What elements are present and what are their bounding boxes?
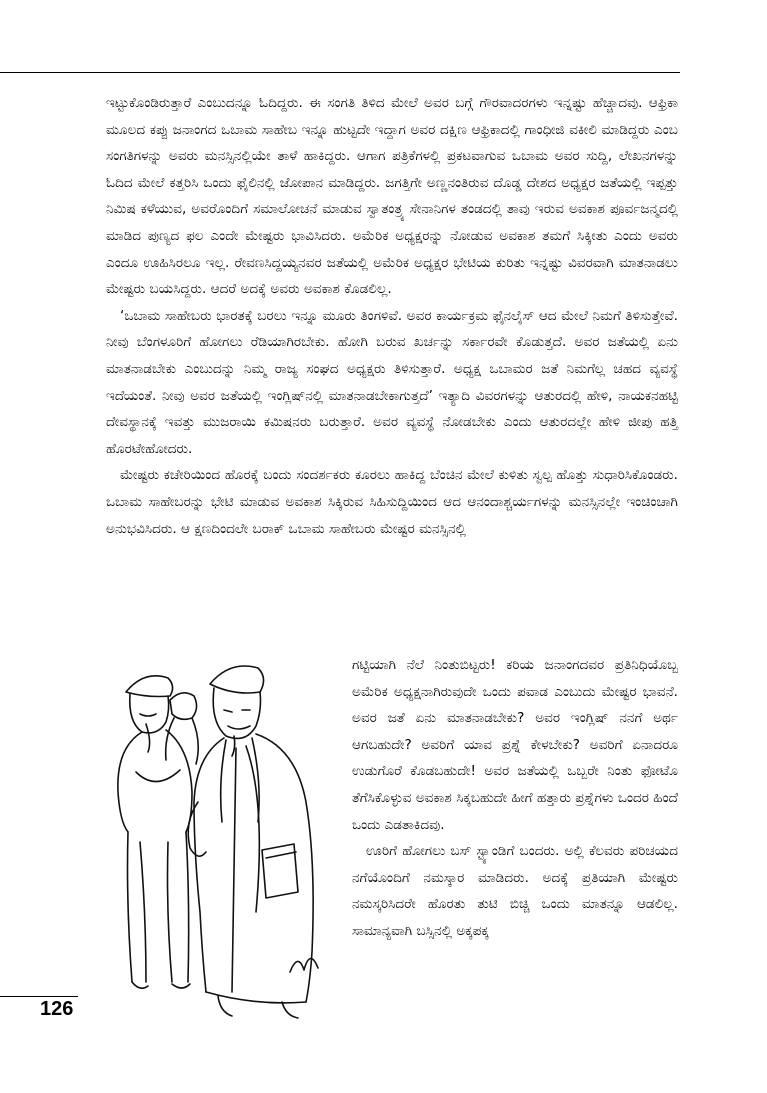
header-rule: [0, 72, 680, 73]
paragraph-2: ‘ಒಬಾಮ ಸಾಹೇಬರು ಭಾರತಕ್ಕೆ ಬರಲು ಇನ್ನೂ ಮೂರು ತಿಂಗಳಿವೆ. ಅವರ ಕಾರ್ಯಕ್ರಮ ಫೈನಲೈಸ್ ಆದ ಮೇಲೆ ನಿಮಗೆ ತಿಳಿಸುತ್ತೇವೆ. ನೀವು ಬೆಂಗಳೂರಿಗೆ ಹೋಗಲು ರೆಡಿಯಾಗಿರಬೇಕು. ಹೋಗಿ ಬರುವ ಖರ್ಚನ್ನು ಸರ್ಕಾರವೇ ಕೊಡುತ್ತದೆ. ಅವರ ಜತೆಯಲ್ಲಿ ಏನು ಮಾತನಾಡಬೇಕು ಎಂಬುದನ್ನು ನಿಮ್ಮ ರಾಜ್ಯ ಸಂಘದ ಅಧ್ಯಕ್ಷರು ತಿಳಿಸುತ್ತಾರೆ. ಅಧ್ಯಕ್ಷ ಒಬಾಮರ ಜತೆ ನಿಮಗೆಲ್ಲ ಚಹದ ವ್ಯವಸ್ಥೆ ಇದೆಯಂತೆ. ನೀವು ಅವರ ಜತೆಯಲ್ಲಿ ಇಂಗ್ಲಿಷ್‌ನಲ್ಲಿ ಮಾತನಾಡಬೇಕಾಗುತ್ತದೆ’ ಇತ್ಯಾದಿ ವಿವರಗಳನ್ನು ಆತುರದಲ್ಲಿ ಹೇಳಿ, ನಾಯಕನಹಟ್ಟಿ ದೇವಸ್ಥಾನಕ್ಕೆ ಇವತ್ತು ಮುಜರಾಯಿ ಕಮಿಷನರು ಬರುತ್ತಾರೆ. ಅವರ ವ್ಯವಸ್ಥೆ ನೋಡಬೇಕು ಎಂದು ಆತುರದಲ್ಲೇ ಹೇಳಿ ಜೀಪು ಹತ್ತಿ ಹೊರಟೇಹೋದರು.: [106, 307, 678, 457]
wrapped-text: [352, 652, 678, 945]
paragraph-4: ಊರಿಗೆ ಹೋಗಲು ಬಸ್ ಸ್ಟ್ಯಾಂಡಿಗೆ ಬಂದರು. ಅಲ್ಲಿ ಕೆಲವರು ಪರಿಚಯದ ನಗೆಯೊಂದಿಗೆ ನಮಸ್ಕಾರ ಮಾಡಿದರು. ಅದಕ್ಕೆ ಪ್ರತಿಯಾಗಿ ಮೇಷ್ಟರು ನಮಸ್ಕರಿಸಿದರೇ ಹೊರತು ತುಟಿ ಬಿಚ್ಚಿ ಒಂದು ಮಾತನ್ನೂ ಆಡಲಿಲ್ಲ. ಸಾಮಾನ್ಯವಾಗಿ ಬಸ್ಸಿನಲ್ಲಿ ಅಕ್ಕಪಕ್ಕ: [352, 843, 678, 939]
paragraph-1: ಇಟ್ಟುಕೊಂಡಿರುತ್ತಾರೆ ಎಂಬುದನ್ನೂ ಓದಿದ್ದರು. ಈ ಸಂಗತಿ ತಿಳಿದ ಮೇಲೆ ಅವರ ಬಗ್ಗೆ ಗೌರವಾದರಗಳು ಇನ್ನಷ್ಟು ಹೆಚ್ಚಾದವು. ಆಫ್ರಿಕಾ ಮೂಲದ ಕಪ್ಪು ಜನಾಂಗದ ಒಬಾಮ ಸಾಹೇಬ ಇನ್ನೂ ಹುಟ್ಟದೇ ಇದ್ದಾಗ ಅವರ ದಕ್ಷಿಣ ಆಫ್ರಿಕಾದಲ್ಲಿ ಗಾಂಧೀಜಿ ವಕೀಲಿ ಮಾಡಿದ್ದರು ಎಂಬ ಸಂಗತಿಗಳನ್ನು ಅವರು ಮನಸ್ಸಿನಲ್ಲಿಯೇ ತಾಳೆ ಹಾಕಿದ್ದರು. ಆಗಾಗ ಪತ್ರಿಕೆಗಳಲ್ಲಿ ಪ್ರಕಟವಾಗುವ ಒಬಾಮ ಅವರ ಸುದ್ದಿ, ಲೇಖನಗಳನ್ನು ಓದಿದ ಮೇಲೆ ಕತ್ತರಿಸಿ ಒಂದು ಫೈಲಿನಲ್ಲಿ ಜೋಪಾನ ಮಾಡಿದ್ದರು. ಜಗತ್ತಿಗೇ ಅಣ್ಣನಂತಿರುವ ದೊಡ್ಡ ದೇಶದ ಅಧ್ಯಕ್ಷರ ಜತೆಯಲ್ಲಿ ಇಪ್ಪತ್ತು ನಿಮಿಷ ಕಳೆಯುವ, ಅವರೊಂದಿಗೆ ಸಮಾಲೋಚನೆ ಮಾಡುವ ಸ್ವಾತಂತ್ರ್ಯ ಸೇನಾನಿಗಳ ತಂಡದಲ್ಲಿ ತಾವು ಇರುವ ಅವಕಾಶ ಪೂರ್ವಜನ್ಮದಲ್ಲಿ ಮಾಡಿದ ಪುಣ್ಯದ ಫಲ ಎಂದೇ ಮೇಷ್ಟರು ಭಾವಿಸಿದರು. ಅಮೆರಿಕ ಅಧ್ಯಕ್ಷರನ್ನು ನೋಡುವ ಅವಕಾಶ ತಮಗೆ ಸಿಕ್ಕೀತು ಎಂದು ಅವರು ಎಂದೂ ಊಹಿಸಿರಲೂ ಇಲ್ಲ. ರೇವಣಸಿದ್ದಯ್ಯನವರ ಜತೆಯಲ್ಲಿ ಅಮೆರಿಕ ಅಧ್ಯಕ್ಷರ ಭೇಟಿಯ ಕುರಿತು ಇನ್ನಷ್ಟು ವಿವರವಾಗಿ ಮಾತನಾಡಲು ಮೇಷ್ಟರು ಬಯಸಿದ್ದರು. ಆದರೆ ಅದಕ್ಕೆ ಅವರು ಅವಕಾಶ ಕೊಡಲಿಲ್ಲ.: [106, 95, 678, 298]
illustration-men-icon: [106, 652, 344, 1026]
body-text: [106, 90, 678, 542]
footer-rule: [0, 996, 78, 997]
paragraph-3: ಮೇಷ್ಟರು ಕಚೇರಿಯಿಂದ ಹೊರಕ್ಕೆ ಬಂದು ಸಂದರ್ಶಕರು ಕೂರಲು ಹಾಕಿದ್ದ ಬೆಂಚಿನ ಮೇಲೆ ಕುಳಿತು ಸ್ವಲ್ಪ ಹೊತ್ತು ಸುಧಾರಿಸಿಕೊಂಡರು. ಒಬಾಮ ಸಾಹೇಬರನ್ನು ಭೇಟಿ ಮಾಡುವ ಅವಕಾಶ ಸಿಕ್ಕಿರುವ ಸಿಹಿಸುದ್ದಿಯಿಂದ ಆದ ಆನಂದಾಶ್ಚರ್ಯಗಳನ್ನು ಮನಸ್ಸಿನಲ್ಲೇ ಇಂಚಿಂಚಾಗಿ ಅನುಭವಿಸಿದರು. ಆ ಕ್ಷಣದಿಂದಲೇ ಬರಾಕ್ ಒಬಾಮ ಸಾಹೇಬರು ಮೇಷ್ಟರ ಮನಸ್ಸಿನಲ್ಲಿ: [106, 467, 678, 537]
paragraph-3-continued: ಗಟ್ಟಿಯಾಗಿ ನೆಲೆ ನಿಂತುಬಿಟ್ಟರು! ಕರಿಯ ಜನಾಂಗದವರ ಪ್ರತಿನಿಧಿಯೊಬ್ಬ ಅಮೆರಿಕ ಅಧ್ಯಕ್ಷನಾಗಿರುವುದೇ ಒಂದು ಪವಾಡ ಎಂಬುದು ಮೇಷ್ಟರ ಭಾವನೆ. ಅವರ ಜತೆ ಏನು ಮಾತನಾಡಬೇಕು? ಅವರ ಇಂಗ್ಲಿಷ್ ನನಗೆ ಅರ್ಥ ಆಗಬಹುದೇ? ಅವರಿಗೆ ಯಾವ ಪ್ರಶ್ನೆ ಕೇಳಬೇಕು? ಅವರಿಗೆ ಏನಾದರೂ ಉಡುಗೊರೆ ಕೊಡಬಹುದೇ! ಅವರ ಜತೆಯಲ್ಲಿ ಒಬ್ಬರೇ ನಿಂತು ಫೋಟೊ ತೆಗೆಸಿಕೊಳ್ಳುವ ಅವಕಾಶ ಸಿಕ್ಕಬಹುದೇ ಹೀಗೆ ಹತ್ತಾರು ಪ್ರಶ್ನೆಗಳು ಒಂದರ ಹಿಂದೆ ಒಂದು ಎಡತಾಕಿದವು.: [352, 657, 678, 833]
page-number: 126: [40, 998, 74, 1020]
